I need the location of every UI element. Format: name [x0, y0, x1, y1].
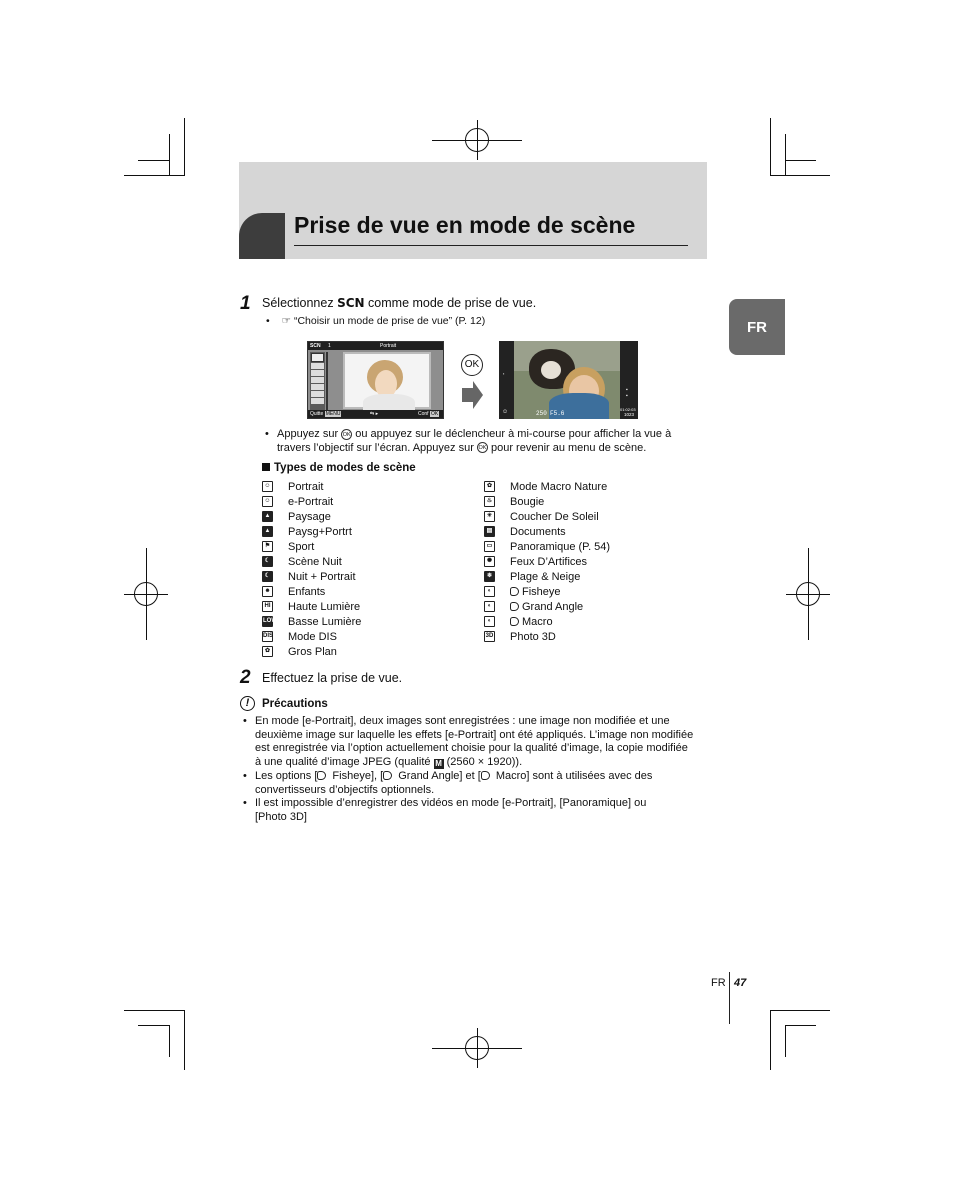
footer-lang: FR	[711, 977, 726, 989]
mode-label: Sport	[288, 540, 315, 553]
live-view-screen	[499, 341, 638, 419]
converter-lens-icon	[510, 617, 519, 626]
mode-label: Enfants	[288, 585, 326, 598]
step1-text-after: comme mode de prise de vue.	[364, 296, 537, 310]
title-rule	[294, 245, 688, 246]
screen1-footer-right: Conf OK	[418, 411, 439, 417]
fisheye-converter-icon: ◐	[484, 586, 495, 597]
precaution-bullet-1: • En mode [e-Portrait], deux images sont enregistrées : une image non modifiée et une deuxième image sur laquelle les effets [e-Portrait] ont été appliqués. L’image non modifiée est enregistrée via l’option actuellement choisie pour la qualité d’image, la copie modifiée à une qualité d’image JPEG (qualité M (2560 × 1920)).	[243, 715, 694, 768]
low-key-icon: LOW	[262, 616, 273, 627]
language-tab: FR	[729, 299, 785, 355]
mode-label: Plage & Neige	[510, 570, 581, 583]
bullet-dot: •	[243, 715, 247, 727]
page-number: 47	[734, 977, 747, 989]
mode-item	[262, 524, 361, 539]
mode-item	[484, 629, 610, 644]
converter-lens-icon	[317, 771, 326, 780]
screen1-footer-left: Quitte MENU	[310, 411, 341, 417]
mode-label: Fisheye	[522, 585, 561, 598]
mode-item	[484, 554, 610, 569]
mode-item	[484, 494, 610, 509]
mode-item	[484, 539, 610, 554]
mode-item	[262, 479, 361, 494]
screen1-preview-photo	[343, 352, 431, 409]
mode-label: Bougie	[510, 495, 545, 508]
mode-label: e-Portrait	[288, 495, 334, 508]
mode-item	[262, 599, 361, 614]
reference-hand-icon: ☞	[281, 315, 292, 327]
portrait-icon: ☺	[262, 481, 273, 492]
screen1-header-left: SCN	[310, 343, 321, 349]
quality-m-icon: M	[435, 758, 442, 768]
mode-label: Mode Macro Nature	[510, 480, 608, 493]
converter-lens-icon	[383, 771, 392, 780]
mode-item	[484, 599, 610, 614]
step2-text: Effectuez la prise de vue.	[262, 671, 403, 685]
dis-mode-icon: DIS	[262, 631, 273, 642]
children-icon: ☻	[262, 586, 273, 597]
ok-inline-icon: OK	[477, 442, 488, 453]
footer-divider	[729, 972, 730, 1024]
mode-item	[262, 554, 361, 569]
scn-menu-screen	[307, 341, 444, 419]
shutter-speed: 250	[536, 410, 547, 417]
right-arrow-icon	[462, 381, 484, 409]
macro-icon: ✿	[262, 646, 273, 657]
step1-text-before: Sélectionnez	[262, 296, 338, 310]
high-key-icon: HI	[262, 601, 273, 612]
sport-icon: ⚑	[262, 541, 273, 552]
mode-label: Panoramique (P. 54)	[510, 540, 611, 553]
night-portrait-icon: ☾	[262, 571, 273, 582]
modes-list-left	[262, 479, 361, 659]
mode-item	[262, 509, 361, 524]
mode-item	[484, 479, 610, 494]
mode-label: Nuit + Portrait	[288, 570, 356, 583]
mode-label: Basse Lumière	[288, 615, 362, 628]
modes-list-right	[484, 479, 610, 644]
mode-item	[262, 494, 361, 509]
scn-label: SCN	[337, 296, 365, 310]
fireworks-icon: ✺	[484, 556, 495, 567]
mode-item	[262, 629, 361, 644]
landscape-portrait-icon: ▲	[262, 526, 273, 537]
step-number-2: 2	[240, 667, 251, 688]
mode-item	[484, 614, 610, 629]
ok-button-icon: OK	[461, 354, 483, 376]
screen1-header-num: 1	[328, 343, 331, 349]
mode-label: Paysg+Portrt	[288, 525, 352, 538]
screen1-header-title: Portrait	[380, 343, 397, 349]
live-view-scn-icon: ☺	[502, 409, 509, 415]
mode-label: Haute Lumière	[288, 600, 361, 613]
live-view-left-info: ▪	[503, 371, 505, 376]
aperture-value: F5.6	[550, 410, 565, 417]
bullet-dot: •	[243, 797, 247, 809]
converter-lens-icon	[510, 602, 519, 611]
mode-item	[262, 644, 361, 659]
macro-converter-icon: ◐	[484, 616, 495, 627]
mode-item	[484, 584, 610, 599]
bullet-dot: •	[266, 315, 270, 327]
ok-inline-icon: OK	[341, 429, 352, 440]
bullet-dot: •	[243, 770, 247, 782]
documents-icon: ▤	[484, 526, 495, 537]
square-bullet-icon	[262, 463, 270, 471]
types-heading: Types de modes de scène	[262, 462, 416, 474]
precaution-bullet-2: • Les options [ Fisheye], [ Grand Angle] et [ Macro] sont à utilisées avec des convertisseurs d’objectifs optionnels.	[243, 770, 653, 796]
e-portrait-icon: ☺	[262, 496, 273, 507]
mode-label: Feux D’Artifices	[510, 555, 588, 568]
converter-lens-icon	[510, 587, 519, 596]
mode-item	[484, 509, 610, 524]
converter-lens-icon	[481, 771, 490, 780]
caution-icon: !	[240, 696, 255, 711]
panorama-icon: ▭	[484, 541, 495, 552]
reference-text: “Choisir un mode de prise de vue” (P. 12)	[293, 315, 486, 327]
sunset-icon: ☀	[484, 511, 495, 522]
mode-label: Paysage	[288, 510, 331, 523]
mode-label: Documents	[510, 525, 566, 538]
shot-counter: 1023	[624, 412, 635, 417]
page-title: Prise de vue en mode de scène	[294, 212, 636, 238]
time-readout: 01:02:03	[620, 407, 636, 412]
mode-label: Photo 3D	[510, 630, 556, 643]
nature-macro-icon: ✿	[484, 481, 495, 492]
landscape-icon: ▲	[262, 511, 273, 522]
mode-item	[262, 539, 361, 554]
mode-label: Mode DIS	[288, 630, 337, 643]
precautions-heading: Précautions	[262, 698, 328, 710]
candle-icon: ♨	[484, 496, 495, 507]
mode-item	[262, 569, 361, 584]
screen1-footer-nav-icon: ⇆ ▸	[370, 411, 379, 417]
mode-label: Portrait	[288, 480, 324, 493]
3d-photo-icon: 3D	[484, 631, 495, 642]
precaution-bullet-3: • Il est impossible d’enregistrer des vidéos en mode [e-Portrait], [Panoramique] ou [Photo 3D]	[243, 797, 647, 823]
mode-label: Grand Angle	[522, 600, 584, 613]
wide-converter-icon: ◐	[484, 601, 495, 612]
mode-item	[484, 524, 610, 539]
title-tab	[239, 213, 285, 259]
step-number-1: 1	[240, 293, 251, 314]
night-scene-icon: ☾	[262, 556, 273, 567]
step1-text	[262, 296, 536, 310]
step1-reference	[266, 315, 485, 327]
mode-label: Macro	[522, 615, 553, 628]
mode-item	[484, 569, 610, 584]
mode-label: Gros Plan	[288, 645, 337, 658]
mode-item	[262, 614, 361, 629]
mode-label: Scène Nuit	[288, 555, 342, 568]
step1-bullet: • Appuyez sur OK ou appuyez sur le déclencheur à mi-course pour afficher la vue à travers l’objectif sur l’écran. Appuyez sur OK pour revenir au menu de scène.	[265, 428, 672, 454]
mode-label: Coucher De Soleil	[510, 510, 599, 523]
screen1-mode-strip	[310, 352, 325, 410]
live-view-right-info: ▪ ▪	[626, 387, 628, 399]
mode-item	[262, 584, 361, 599]
bullet-dot: •	[265, 428, 269, 440]
beach-snow-icon: ❄	[484, 571, 495, 582]
